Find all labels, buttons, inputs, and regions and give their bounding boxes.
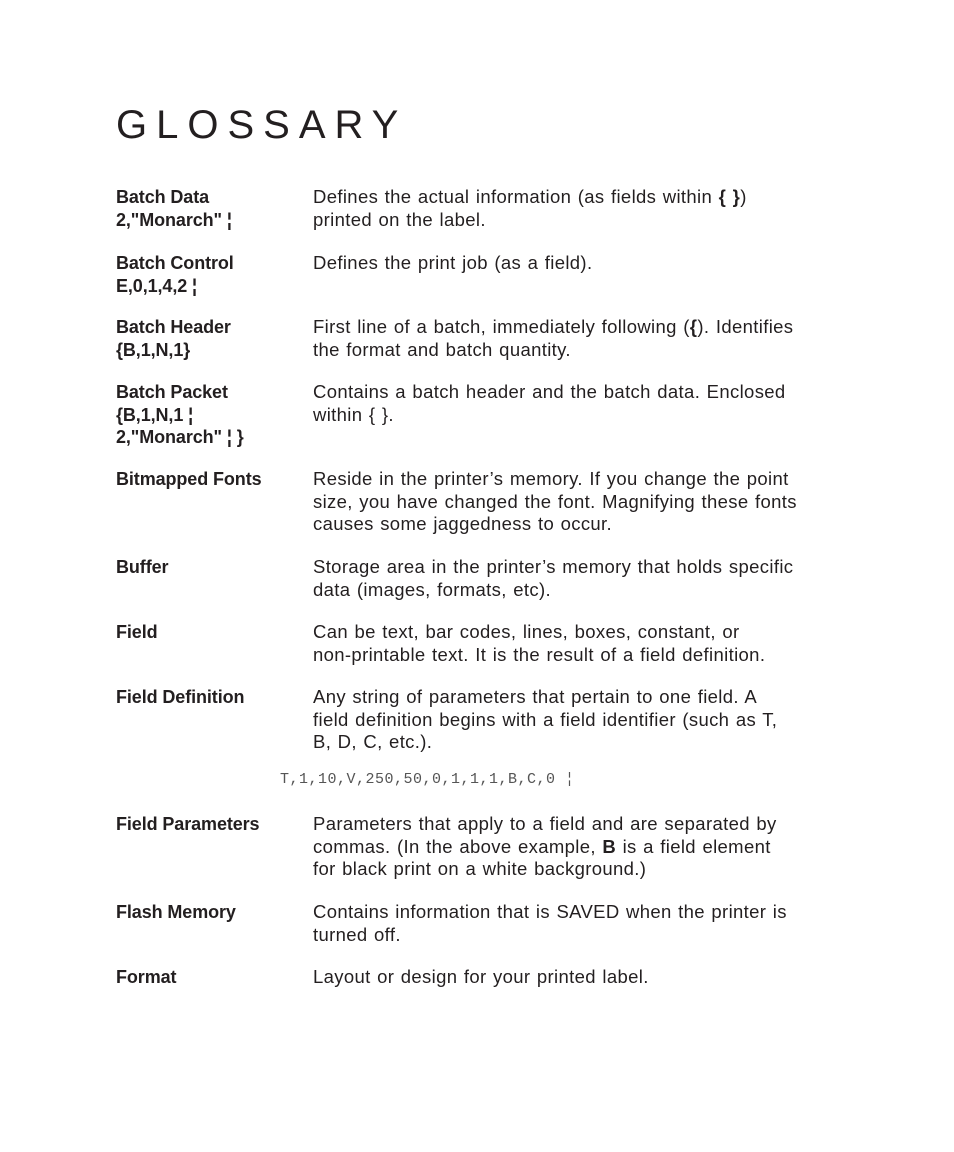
glossary-definition (313, 966, 883, 989)
glossary-definition (313, 621, 883, 666)
glossary-definition (313, 813, 883, 881)
definition-bold: { (689, 316, 698, 337)
definition-text: Defines the actual information (as fields within (313, 186, 719, 207)
term-line: 2,"Monarch" ¦ } (116, 427, 244, 447)
glossary-term (116, 621, 301, 644)
glossary-term (116, 556, 301, 579)
term-line: Flash Memory (116, 902, 236, 922)
definition-text: Can be text, bar codes, lines, boxes, constant, or non-printable text. It is the result of a field definition. (313, 621, 766, 665)
glossary-definition (313, 381, 883, 426)
glossary-definition (313, 556, 883, 601)
term-line: Batch Header (116, 317, 231, 337)
glossary-term (116, 316, 301, 361)
term-line: Batch Packet (116, 382, 228, 402)
definition-text: Parameters that apply to a field and are separated by commas. (In the above example, (313, 813, 777, 857)
term-line: Buffer (116, 557, 169, 577)
glossary-term (116, 186, 301, 231)
term-line: Field (116, 622, 158, 642)
glossary-term (116, 901, 301, 924)
glossary-term (116, 966, 301, 989)
term-line: Batch Data (116, 187, 210, 207)
term-line: Field Definition (116, 687, 245, 707)
term-line: Bitmapped Fonts (116, 469, 262, 489)
glossary-term (116, 381, 301, 449)
glossary-definition (313, 468, 883, 536)
page-title: GLOSSARY (116, 103, 408, 147)
definition-bold: { } (718, 186, 741, 207)
glossary-term (116, 686, 301, 709)
term-line: {B,1,N,1 ¦ (116, 404, 194, 425)
definition-text: ) printed on the label. (313, 186, 747, 230)
definition-text: Layout or design for your printed label. (313, 966, 649, 987)
definition-text: First line of a batch, immediately following ( (313, 316, 690, 337)
glossary-term (116, 813, 301, 836)
definition-text: ). Identifies the format and batch quantity. (313, 316, 794, 360)
definition-text: is a field element for black print on a white background.) (313, 835, 771, 879)
definition-text: Reside in the printer’s memory. If you change the point size, you have changed the font. Magnifying these fonts causes some jaggedness to occur. (313, 468, 797, 534)
definition-text: Defines the print job (as a field). (313, 252, 593, 273)
term-line: {B,1,N,1} (116, 339, 191, 360)
term-line: 2,"Monarch" ¦ (116, 209, 232, 230)
glossary-definition (313, 316, 883, 361)
term-line: Batch Control (116, 253, 234, 273)
term-line: Format (116, 967, 177, 987)
glossary-definition (313, 901, 883, 946)
example-field-definition-code: T,1,10,V,250,50,0,1,1,1,B,C,0 ¦ (280, 771, 575, 788)
definition-text: Contains information that is SAVED when the printer is turned off. (313, 901, 787, 945)
term-line: Field Parameters (116, 814, 260, 834)
term-line: E,0,1,4,2 ¦ (116, 275, 197, 296)
definition-bold: B (602, 835, 617, 857)
definition-text: Any string of parameters that pertain to one field. A field definition begins with a field identifier (such as T, B, D, C, etc.). (313, 686, 778, 752)
glossary-term (116, 252, 301, 297)
glossary-definition (313, 186, 883, 231)
glossary-definition (313, 686, 883, 754)
definition-text: Storage area in the printer’s memory that holds specific data (images, formats, etc). (313, 556, 794, 600)
glossary-term (116, 468, 301, 491)
definition-text: Contains a batch header and the batch data. Enclosed within { }. (313, 381, 786, 425)
glossary-definition (313, 252, 883, 275)
